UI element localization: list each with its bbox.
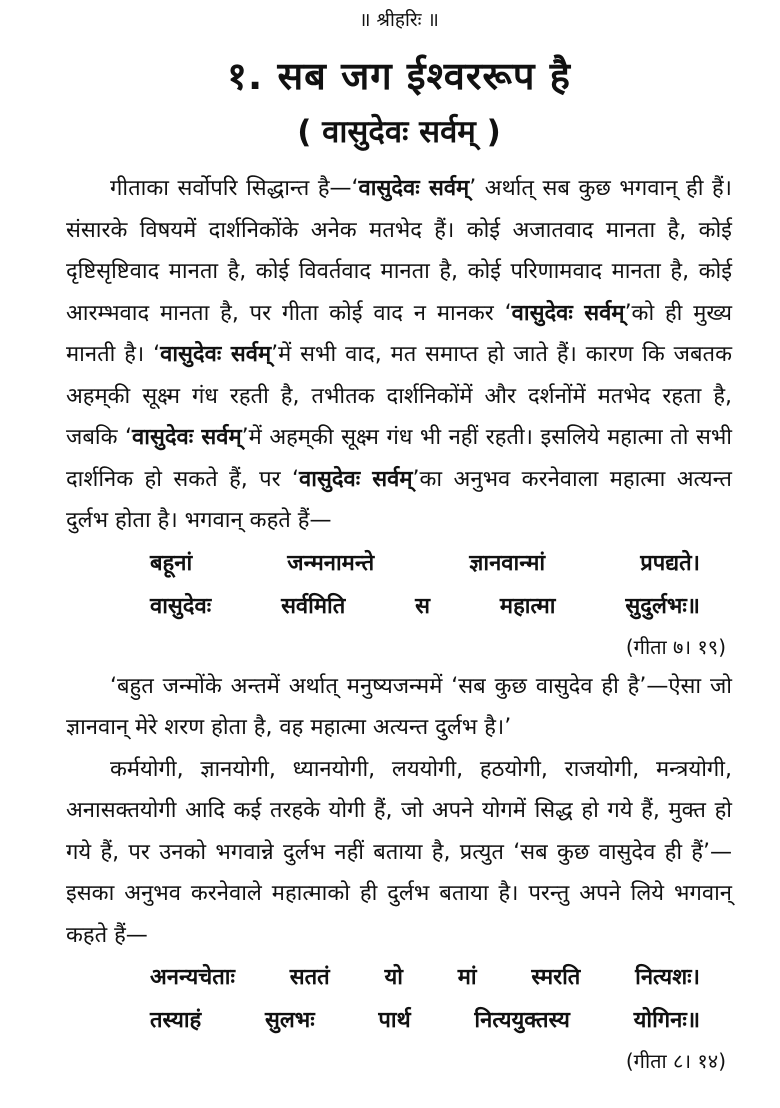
verse2-line-2 <box>150 999 700 1042</box>
paragraph-2: ‘बहुत जन्मोंके अन्तमें अर्थात् मनुष्यजन्ममें ‘सब कुछ वासुदेव ही है’—ऐसा जो ज्ञानवान् मेरे शरण होता है, वह महात्मा अत्यन्त दुर्लभ है।’ <box>66 673 732 740</box>
verse-word: स्मरति <box>531 965 581 990</box>
verse-block-1 <box>66 542 732 628</box>
verse-word: महात्मा <box>499 593 556 619</box>
verse-word: मां <box>457 965 477 990</box>
verse1-line-2 <box>150 585 700 628</box>
paragraph-1: गीताका सर्वोपरि सिद्धान्त है—‘वासुदेवः सर्वम्’ अर्थात् सब कुछ भगवान् ही हैं। संसारके विषयमें दार्शनिकोंके अनेक मतभेद हैं। कोई अजातवाद मानता है, कोई दृष्टिसृष्टिवाद मानता है, कोई विवर्तवाद मानता है, कोई परिणामवाद मानता है, कोई आरम्भवाद मानता है, पर गीता कोई वाद न मानकर ‘वासुदेवः सर्वम्’को ही मुख्य मानती है। ‘वासुदेवः सर्वम्’में सभी वाद, मत समाप्त हो जाते हैं। कारण कि जबतक अहम्‌की सूक्ष्म गंध रहती है, तभीतक दार्शनिकोंमें और दर्शनोंमें मतभेद रहता है, जबकि ‘वासुदेवः सर्वम्’में अहम्‌की सूक्ष्म गंध भी नहीं रहती। इसलिये महात्मा तो सभी दार्शनिक हो सकते हैं, पर ‘वासुदेवः सर्वम्’का अनुभव करनेवाला महात्मा अत्यन्त दुर्लभ होता है। भगवान् कहते हैं— <box>66 176 733 533</box>
verse-word: यो <box>384 965 403 990</box>
verse2-line-1 <box>150 956 700 999</box>
verse-block-2 <box>66 956 732 1042</box>
verse-word: सुदुर्लभः॥ <box>625 593 700 619</box>
bold-phrase: वासुदेवः सर्वम् <box>299 466 413 492</box>
verse1-line-1 <box>150 542 700 585</box>
paragraph-3: कर्मयोगी, ज्ञानयोगी, ध्यानयोगी, लययोगी, हठयोगी, राजयोगी, मन्त्रयोगी, अनासक्तयोगी आदि कई तरहके योगी हैं, जो अपने योगमें सिद्ध हो गये हैं, मुक्त हो गये हैं, पर उनको भगवान्ने दुर्लभ नहीं बताया है, प्रत्युत ‘सब कुछ वासुदेव ही हैं’—इसका अनुभव करनेवाले महात्माको ही दुर्लभ बताया है। परन्तु अपने लिये भगवान् कहते हैं— <box>66 756 732 948</box>
chapter-title: १. सब जग ईश्वररूप है <box>227 54 571 98</box>
verse-word: सततं <box>289 965 330 990</box>
verse-word: ज्ञानवान्मां <box>469 550 546 576</box>
verse-word: नित्ययुक्तस्य <box>474 1008 570 1033</box>
verse-reference-1: (गीता ७। १९) <box>625 634 726 659</box>
verse-word: स <box>415 593 431 619</box>
verse-word: प्रपद्यते। <box>640 550 700 576</box>
verse-word: जन्मनामन्ते <box>287 550 375 576</box>
verse-word: बहूनां <box>150 550 193 576</box>
verse-word: सुलभः <box>264 1008 315 1033</box>
verse-word: सर्वमिति <box>281 593 346 619</box>
bold-phrase: वासुदेवः सर्वम् <box>160 342 272 367</box>
verse-reference-2: (गीता ८। १४) <box>625 1049 726 1073</box>
bold-phrase: वासुदेवः सर्वम् <box>511 300 625 326</box>
bold-phrase: वासुदेवः सर्वम् <box>132 425 242 450</box>
verse-word: नित्यशः। <box>635 965 700 990</box>
bold-phrase: वासुदेवः सर्वम् <box>358 176 470 201</box>
verse-word: योगिनः॥ <box>633 1008 700 1033</box>
chapter-subtitle: ( वासुदेवः सर्वम् ) <box>297 114 501 150</box>
verse-word: अनन्यचेताः <box>150 965 235 990</box>
page-header: ॥ श्रीहरिः ॥ <box>359 9 439 31</box>
verse-word: वासुदेवः <box>150 593 212 619</box>
verse-word: तस्याहं <box>150 1008 202 1033</box>
verse-word: पार्थ <box>378 1008 411 1033</box>
